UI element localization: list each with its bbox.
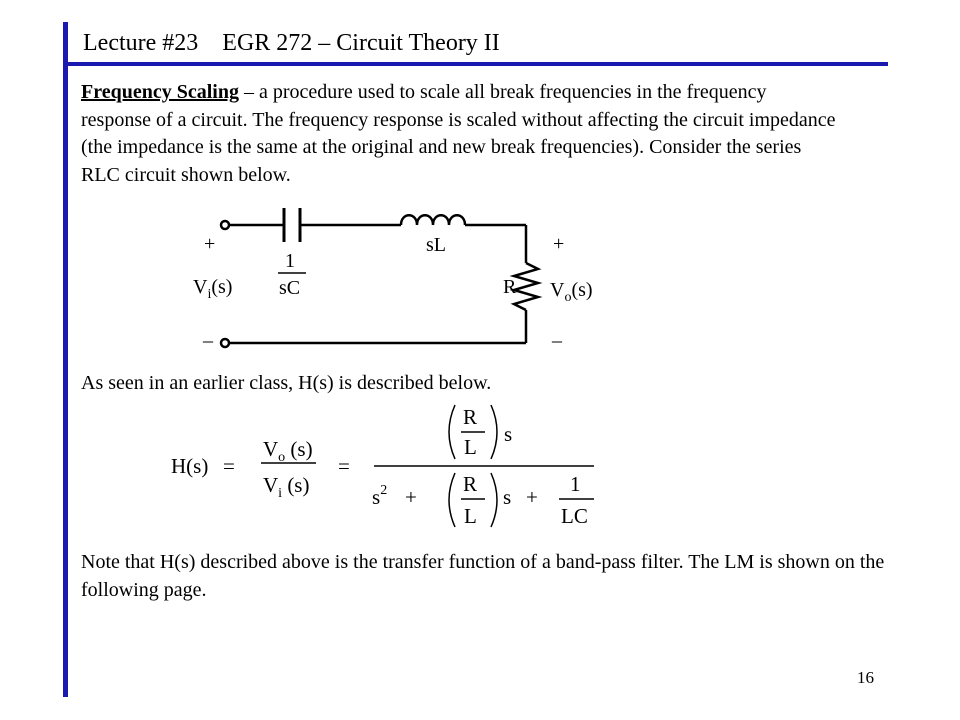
frac1-numerator: $V_o$ (s) (263, 437, 313, 465)
den-s: s (503, 485, 512, 509)
num-left-paren (449, 405, 455, 459)
den-R: R (463, 472, 478, 496)
course-title: EGR 272 – Circuit Theory II (222, 30, 500, 56)
vi-minus-sign: _ (203, 323, 213, 345)
resistor-label: R (503, 276, 517, 298)
equation-equals-2: = (338, 454, 350, 478)
num-right-paren (491, 405, 497, 459)
vi-label: $V_i(s)$ (193, 276, 233, 302)
frac1-denominator: $V_i$ (s) (263, 473, 310, 501)
series-rlc-circuit (221, 208, 538, 347)
den-right-paren (491, 473, 497, 527)
term-frequency-scaling: Frequency Scaling (81, 81, 239, 103)
input-terminal-bottom (221, 339, 229, 347)
equation-lhs: H(s) (171, 454, 209, 478)
den-left-paren (449, 473, 455, 527)
cap-impedance-numerator: 1 (285, 250, 295, 272)
inductor-label: sL (426, 234, 446, 256)
den-s-squared: $s^2$ (372, 483, 388, 509)
num-R: R (463, 405, 478, 429)
circuit-labels (193, 233, 593, 345)
vo-minus-sign: _ (552, 323, 562, 345)
num-s: s (504, 422, 513, 446)
band-pass-note: Note that H(s) described above is the transfer function of a band-pass filter. The LM is shown on the following page. (81, 551, 885, 601)
vi-plus-sign: + (204, 233, 216, 255)
num-L: L (464, 435, 477, 459)
earlier-class-sentence: As seen in an earlier class, H(s) is described below. (81, 372, 492, 394)
den-plus-2: + (526, 485, 538, 509)
input-terminal-top (221, 221, 229, 229)
cap-impedance-denominator: sC (279, 277, 301, 299)
den-L: L (464, 504, 477, 528)
den-LC: LC (561, 504, 588, 528)
vo-plus-sign: + (553, 233, 565, 255)
page-number: 16 (857, 668, 874, 687)
lecture-number: Lecture #23 (83, 30, 199, 56)
inductor-symbol (401, 215, 465, 225)
equation-equals-1: = (223, 454, 235, 478)
transfer-function-equation (171, 405, 594, 528)
intro-text: – a procedure used to scale all break frequencies in the frequency response of a circuit. The frequency response is scaled without affecting the circuit impedance (the impedance is the same at the original and new break frequencies). Consider the series RLC circuit shown below. (81, 81, 836, 186)
den-plus-1: + (405, 485, 417, 509)
resistor-symbol (514, 263, 538, 310)
vo-label: $V_o(s)$ (550, 279, 593, 305)
den-one: 1 (570, 472, 581, 496)
